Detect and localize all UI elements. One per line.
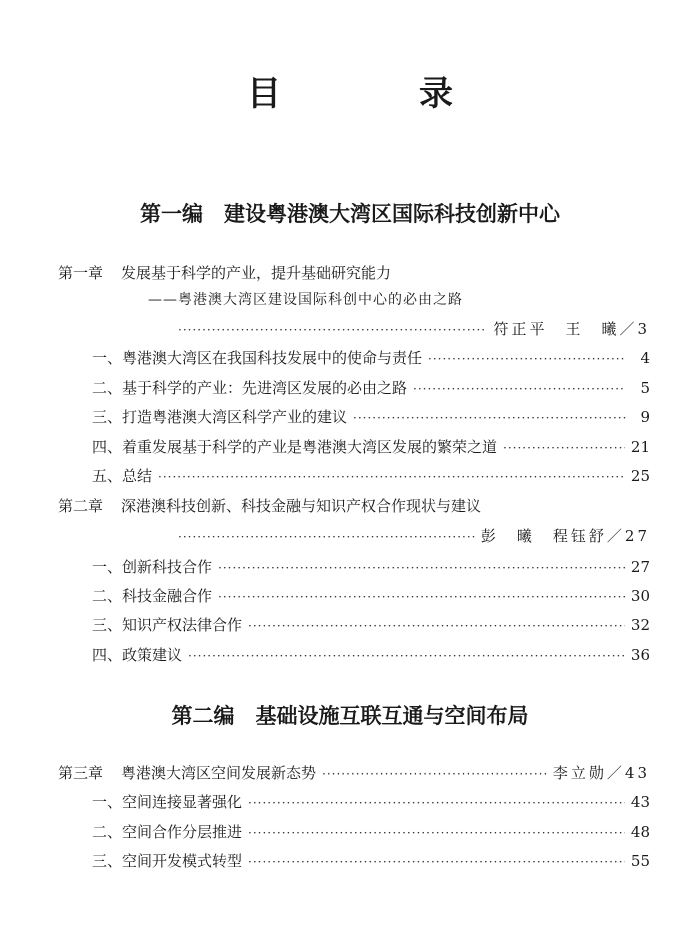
toc-entry[interactable] — [92, 377, 650, 398]
toc-entry[interactable] — [92, 556, 650, 577]
toc-entry-label: 三、知识产权法律合作 — [92, 616, 243, 634]
toc-entry-label: 四、政策建议 — [92, 646, 183, 664]
toc-entry-page: 25 — [630, 467, 650, 485]
dot-leader — [322, 767, 547, 781]
toc-entry[interactable] — [92, 585, 650, 606]
dot-leader — [178, 323, 487, 337]
chapter-3-heading[interactable] — [58, 762, 650, 783]
toc-entry-label: 一、粤港澳大湾区在我国科技发展中的使命与责任 — [92, 349, 423, 367]
toc-entry-page: 36 — [630, 646, 650, 664]
toc-entry[interactable] — [92, 850, 650, 871]
toc-entry-label: 二、基于科学的产业：先进湾区发展的必由之路 — [92, 379, 408, 397]
chapter-2-number: 第二章 — [58, 497, 104, 515]
chapter-1-subtitle: ——粤港澳大湾区建设国际科创中心的必由之路 — [148, 292, 463, 308]
toc-entry-page: 21 — [630, 438, 650, 456]
chapter-3-title: 粤港澳大湾区空间发展新态势 — [121, 764, 317, 782]
chapter-1-number: 第一章 — [58, 264, 104, 282]
toc-entry-page: 27 — [630, 558, 650, 576]
toc-entry-page: 9 — [640, 408, 650, 426]
toc-entry[interactable] — [92, 644, 650, 665]
toc-entry-label: 二、空间合作分层推进 — [92, 823, 243, 841]
toc-entry[interactable] — [92, 821, 650, 842]
toc-entry-label: 一、空间连接显著强化 — [92, 793, 243, 811]
dot-leader — [353, 411, 626, 425]
chapter-2-author-row — [178, 525, 650, 546]
dot-leader — [428, 352, 626, 366]
chapter-2-title: 深港澳科技创新、科技金融与知识产权合作现状与建议 — [121, 497, 482, 515]
part-1-title: 第一编 建设粤港澳大湾区国际科技创新中心 — [140, 201, 560, 226]
toc-entry[interactable] — [92, 465, 650, 486]
part-2-title: 第二编 基础设施互联互通与空间布局 — [171, 703, 529, 728]
dot-leader — [248, 826, 625, 840]
chapter-1-heading[interactable] — [58, 262, 391, 283]
toc-entry-page: 5 — [640, 379, 650, 397]
dot-leader — [248, 619, 625, 633]
toc-entry-page: 32 — [630, 616, 650, 634]
dot-leader — [503, 441, 625, 455]
chapter-1-author-row — [178, 318, 650, 339]
chapter-2-heading[interactable] — [58, 495, 481, 516]
dot-leader — [218, 590, 625, 604]
toc-entry-label: 二、科技金融合作 — [92, 587, 213, 605]
toc-entry[interactable] — [92, 436, 650, 457]
toc-entry-label: 一、创新科技合作 — [92, 558, 213, 576]
dot-leader — [218, 561, 625, 575]
toc-entry[interactable] — [92, 406, 650, 427]
dot-leader — [248, 855, 625, 869]
dot-leader — [178, 530, 475, 544]
chapter-3-number: 第三章 — [58, 764, 104, 782]
chapter-1-title: 发展基于科学的产业，提升基础研究能力 — [121, 264, 392, 282]
toc-entry-page: 48 — [630, 823, 650, 841]
toc-entry-page: 30 — [630, 587, 650, 605]
chapter-3-author-page: 李立勋／43 — [552, 764, 650, 782]
toc-entry-page: 43 — [630, 793, 650, 811]
dot-leader — [158, 470, 625, 484]
toc-entry-label: 三、空间开发模式转型 — [92, 852, 243, 870]
dot-leader — [413, 382, 626, 396]
toc-entry-label: 四、着重发展基于科学的产业是粤港澳大湾区发展的繁荣之道 — [92, 438, 498, 456]
toc-entry-label: 三、打造粤港澳大湾区科学产业的建议 — [92, 408, 348, 426]
dot-leader — [188, 649, 625, 663]
page-title: 目 录 — [247, 74, 505, 114]
toc-entry[interactable] — [92, 614, 650, 635]
chapter-2-author-page: 彭 曦 程钰舒／27 — [480, 527, 650, 545]
chapter-1-author-page: 符正平 王 曦／3 — [493, 320, 650, 338]
toc-entry-page: 55 — [630, 852, 650, 870]
dot-leader — [248, 796, 625, 810]
toc-entry-page: 4 — [640, 349, 650, 367]
toc-entry[interactable] — [92, 791, 650, 812]
toc-entry[interactable] — [92, 347, 650, 368]
toc-entry-label: 五、总结 — [92, 467, 153, 485]
